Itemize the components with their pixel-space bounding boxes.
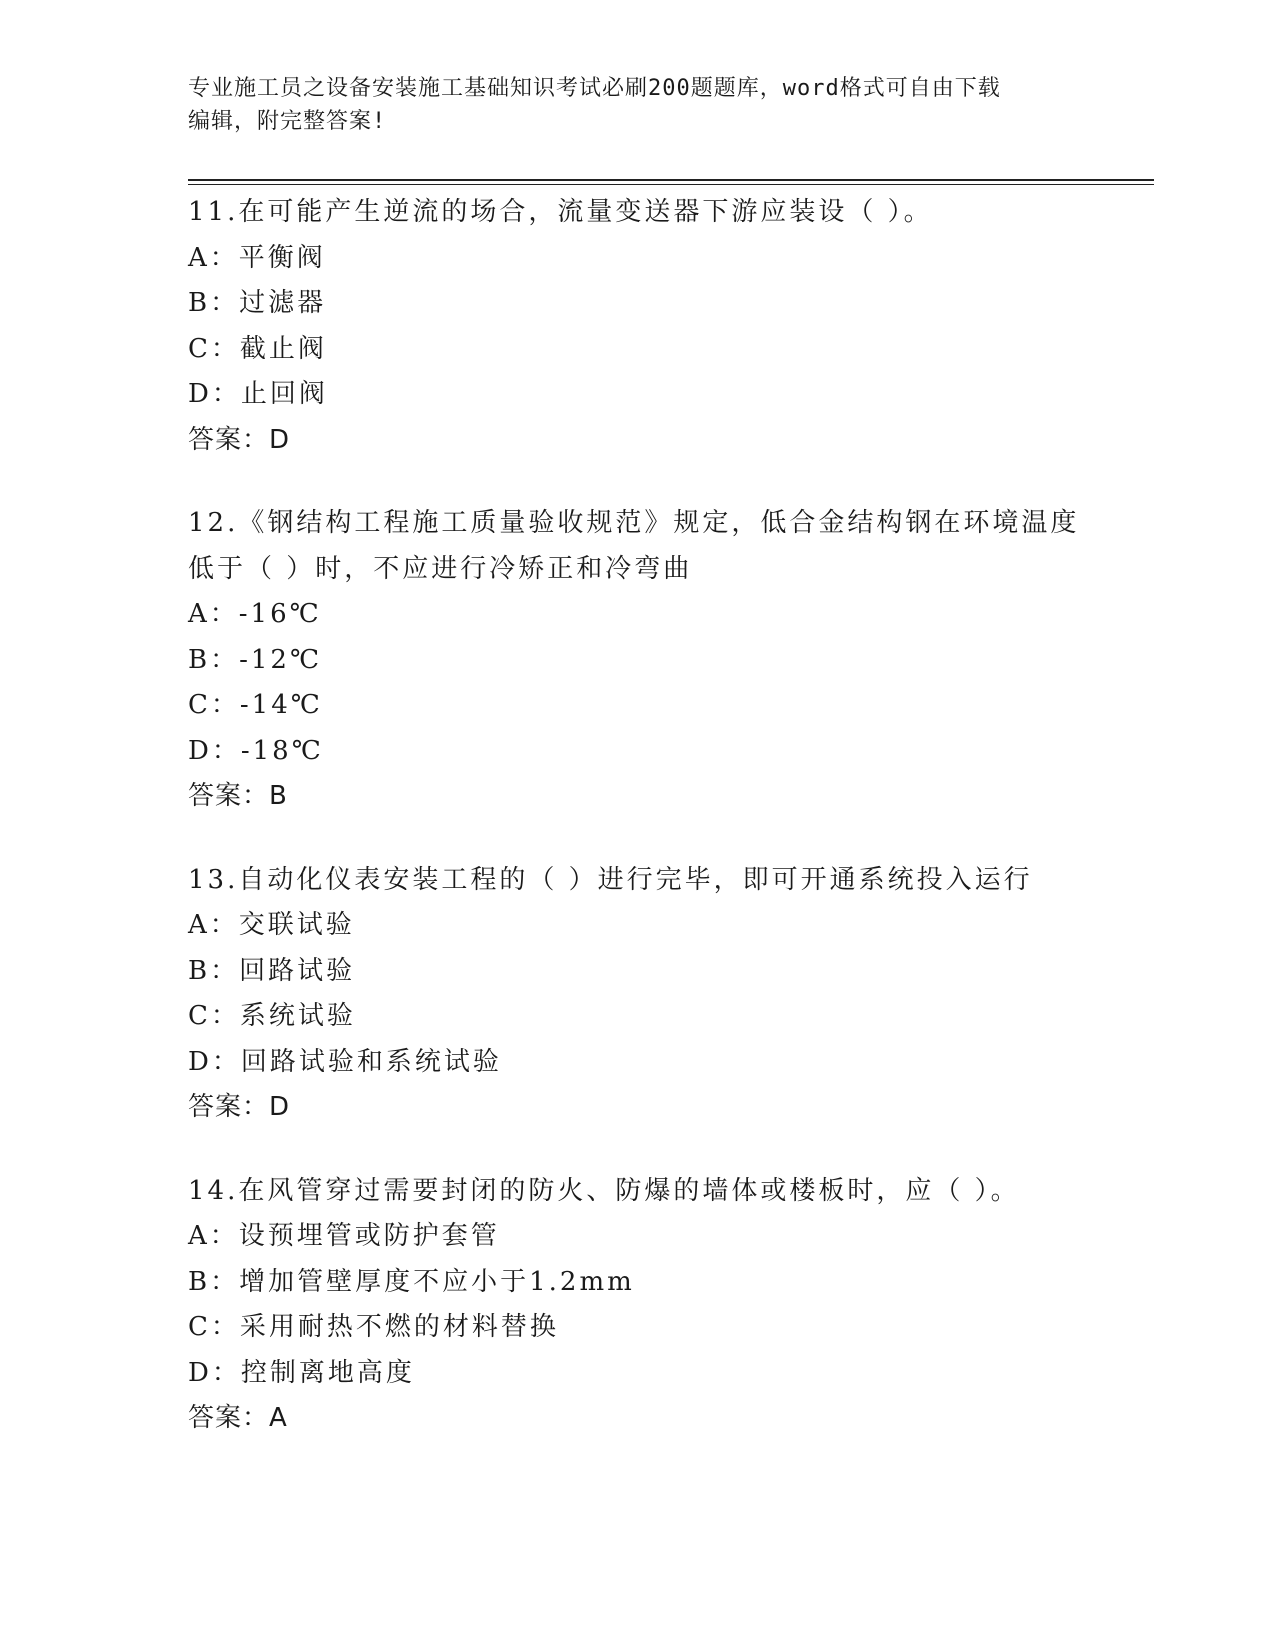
option-b: B：回路试验 [188,955,356,986]
question-11 [188,190,1154,463]
answer: 答案：D [188,1092,291,1122]
question-text: 12.《钢结构工程施工质量验收规范》规定，低合金结构钢在环境温度 [188,508,1080,538]
question-text: 11.在可能产生逆流的场合，流量变送器下游应装设（ ）。 [188,197,933,227]
option-b: B：增加管壁厚度不应小于1.2mm [188,1266,635,1297]
option-a: A：交联试验 [188,910,355,940]
header-line-1: 专业施工员之设备安装施工基础知识考试必刷200题题库，word格式可自由下载 [188,76,1001,101]
answer: 答案：D [188,424,291,455]
option-b: B：过滤器 [188,288,327,318]
option-c: C：截止阀 [188,333,327,364]
header-line-2: 编辑，附完整答案! [188,109,387,134]
option-a: A：平衡阀 [188,242,326,273]
answer: 答案：A [188,1403,288,1433]
option-c: C：-14℃ [188,690,323,720]
option-a: A：设预埋管或防护套管 [188,1221,500,1251]
question-list [188,190,1154,1480]
option-d: D：-18℃ [188,735,324,766]
document-header [188,72,1088,138]
option-d: D：回路试验和系统试验 [188,1046,502,1077]
question-12 [188,501,1154,820]
question-text: 13.自动化仪表安装工程的（ ）进行完毕，即可开通系统投入运行 [188,864,1033,895]
option-c: C：系统试验 [188,1001,356,1031]
option-d: D：控制离地高度 [188,1357,415,1388]
question-13 [188,858,1154,1131]
question-14 [188,1169,1154,1442]
question-text-continued: 低于（ ）时，不应进行冷矫正和冷弯曲 [188,553,693,584]
question-text: 14.在风管穿过需要封闭的防火、防爆的墙体或楼板时，应（ ）。 [188,1175,1020,1206]
option-c: C：采用耐热不燃的材料替换 [188,1312,559,1342]
answer: 答案：B [188,781,288,811]
option-a: A：-16℃ [188,599,322,629]
option-d: D：止回阀 [188,379,328,409]
option-b: B：-12℃ [188,644,323,675]
header-divider [188,179,1154,185]
